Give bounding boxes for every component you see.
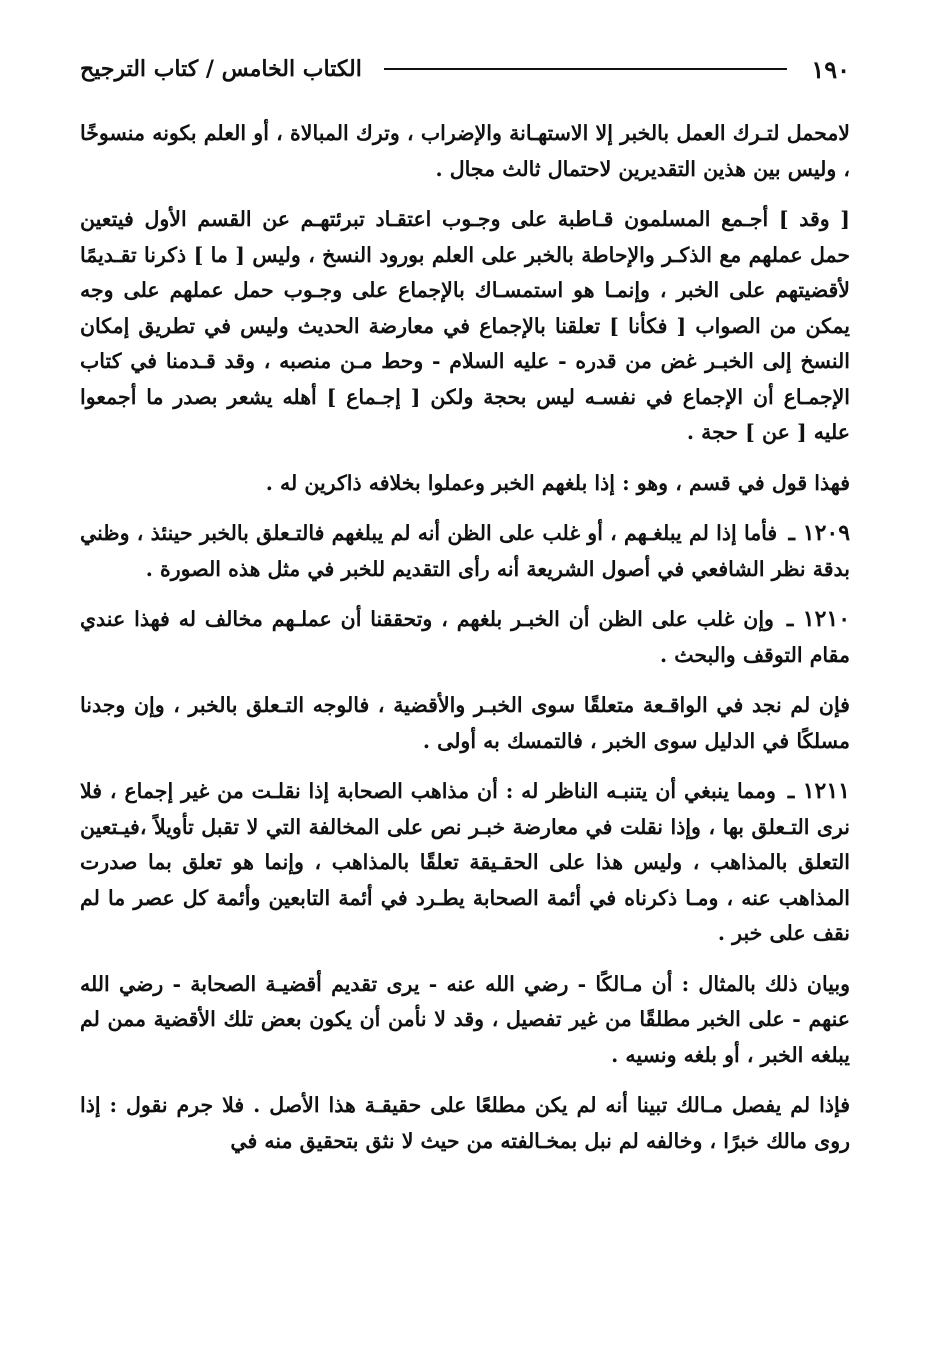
header-rule [384, 68, 788, 70]
paragraph-text: وبيان ذلك بالمثال : أن مـالكًا - رضي الله عنه - يرى تقديم أقضيـة الصحابة - رضي الله عنهم - على الخبر مطلقًا من غير تفصيل ، وقد لا نأمن أن يكون بعض تلك الأقضية ممن لم يبلغه الخبر ، أو بلغه ونسيه . [80, 971, 850, 1067]
paragraph [80, 774, 850, 952]
paragraph [80, 602, 850, 673]
paragraph-text: [ وقد ] أجـمع المسلمون قـاطبة على وجـوب اعتقـاد تبرئتهـم عن القسم الأول فيتعين حمل عملهم مع الذكـر والإحاطة بالخبر على العلم بورود النسخ ، وليس [ ما ] ذكرنا تقـديمًا لأقضيتهم على الخبر ، وإنمـا هو استمسـاك بالإجماع على وجـوب حمل عملهم على وجه يمكن من الصواب [ فكأنا ] تعلقنا بالإجماع في معارضة الحديث وليس في تطريق إمكان النسخ إلى الخبـر غض من قدره - عليه السلام - وحط مـن منصبه ، وقد قـدمنا في كتاب الإجمـاع أن الإجماع في نفسـه ليس بحجة ولكن [ إجـماع ] أهله يشعر بصدر ما أجمعوا عليه [ عن ] حجة . [80, 207, 850, 444]
paragraph-text: فهذا قول في قسم ، وهو : إذا بلغهم الخبر وعملوا بخلافه ذاكرين له . [265, 470, 850, 495]
paragraph [80, 202, 850, 451]
paragraph [80, 967, 850, 1074]
page-body [80, 116, 850, 1159]
paragraph [80, 688, 850, 759]
page-number: ١٩٠ [811, 54, 850, 84]
paragraph-number: ١٢١١ ـ [787, 778, 850, 804]
paragraph-text: فأما إذا لم يبلغـهم ، أو غلب على الظن أنه لم يبلغهم فالتـعلق بالخبر حينئذ ، وظني بدقة نظر الشافعي في أصول الشريعة أنه رأى التقديم للخبر في مثل هذه الصورة . [80, 521, 850, 581]
book-page [80, 46, 850, 1346]
paragraph-text: لامحمل لتـرك العمل بالخبر إلا الاستهـانة والإضراب ، وترك المبالاة ، أو العلم بكونه منسوخًا ، وليس بين هذين التقديرين لاحتمال ثالث مجال . [80, 121, 850, 181]
paragraph [80, 516, 850, 587]
running-title: الكتاب الخامس / كتاب الترجيح [80, 56, 362, 82]
paragraph-text: فإن لم نجد في الواقـعة متعلقًا سوى الخبـر والأقضية ، فالوجه التـعلق بالخبر ، وإن وجدنا مسلكًا في الدليل سوى الخبر ، فالتمسك به أولى . [80, 693, 850, 753]
paragraph [80, 1088, 850, 1159]
paragraph-number: ١٢٠٩ ـ [788, 520, 851, 546]
paragraph [80, 466, 850, 502]
paragraph-text: فإذا لم يفصل مـالك تبينا أنه لم يكن مطلعًا على حقيقـة هذا الأصل . فلا جرم نقول : إذا روى مالك خبرًا ، وخالفه لم نبل بمخـالفته من حيث لا نثق بتحقيق منه في [80, 1093, 850, 1153]
paragraph-text: وإن غلب على الظن أن الخبـر بلغهم ، وتحققنا أن عملـهم مخالف له فهذا عندي مقام التوقف والبحث . [80, 607, 850, 667]
page-header [80, 46, 850, 92]
paragraph [80, 116, 850, 187]
paragraph-number: ١٢١٠ ـ [786, 606, 851, 632]
paragraph-text: ومما ينبغي أن يتنبـه الناظر له : أن مذاهب الصحابة إذا نقلـت من غير إجماع ، فلا نرى التـعلق بها ، وإذا نقلت في معارضة خبـر نص على المخالفة التي لا تقبل تأويلاً ،فيـتعين التعلق بالمذاهب ، وليس هذا على الحقـيقة تعلقًا بالمذاهب ، وإنما هو تعلق بما صدرت المذاهب عنه ، ومـا ذكرناه في أئمة الصحابة يطـرد في أئمة التابعين وأئمة كل عصر ما لم نقف على خبر . [80, 779, 850, 945]
